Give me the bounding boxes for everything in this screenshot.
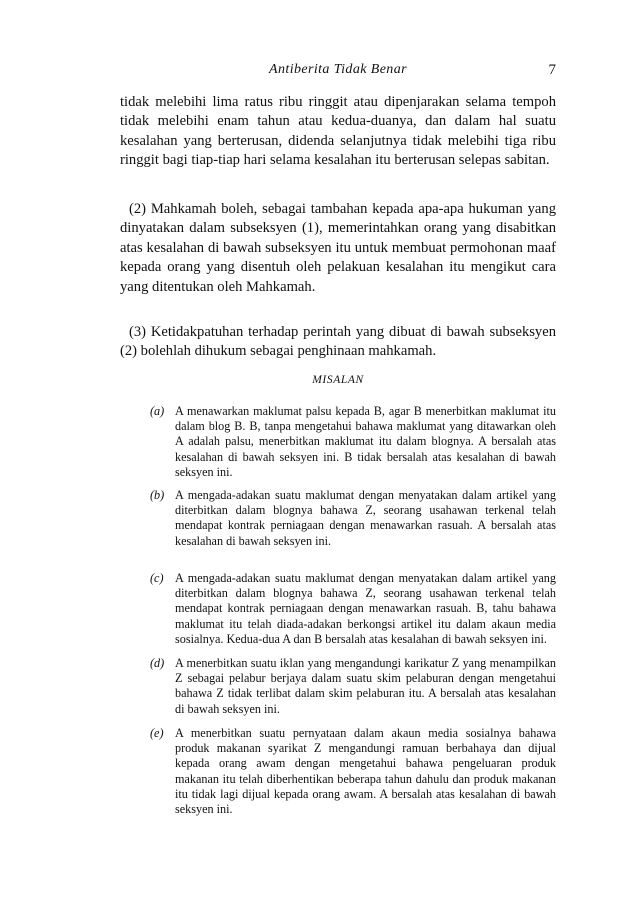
illustration-c (120, 571, 556, 647)
illustration-label: (b) (150, 488, 165, 502)
page-number: 7 (548, 62, 556, 78)
illustration-label: (a) (150, 404, 165, 418)
illustration-text: A menawarkan maklumat palsu kepada B, agar B menerbitkan maklumat itu dalam blog B. B, tanpa mengetahui bahawa maklumat yang ditawarkan oleh A adalah palsu, menerbitkan maklumat itu dalam blognya. A bersalah atas kesalahan di bawah seksyen ini. B tidak bersalah atas kesalahan di bawah seksyen ini. (175, 404, 556, 479)
paragraph-continuation: tidak melebihi lima ratus ribu ringgit atau dipenjarakan selama tempoh tidak melebihi enam tahun atau kedua-duanya, dan dalam hal suatu kesalahan yang berterusan, didenda selanjutnya tidak melebihi tiga ribu ringgit bagi tiap-tiap hari selama kesalahan itu berterusan selepas sabitan. (120, 94, 556, 169)
illustration-label: (c) (150, 571, 164, 585)
paragraph-subsection-3: (3) Ketidakpatuhan terhadap perintah yang dibuat di bawah subseksyen (2) bolehlah dihukum sebagai penghinaan mahkamah. (120, 324, 556, 360)
illustration-d (120, 656, 556, 717)
illustration-e (120, 726, 556, 817)
illustration-text: A mengada-adakan suatu maklumat dengan menyatakan dalam artikel yang diterbitkan dalam blognya bahawa Z, seorang usahawan terkenal telah mendapat kontrak perniagaan dengan menawarkan rasuah. A bersalah atas kesalahan di bawah seksyen ini. (175, 488, 556, 548)
illustration-text: A menerbitkan suatu iklan yang mengandungi karikatur Z yang menampilkan Z sebagai pelabur berjaya dalam suatu skim pelaburan dengan mengetahui bahawa Z tidak terlibat dalam skim pelaburan itu. A bersalah atas kesalahan di bawah seksyen ini. (175, 656, 556, 716)
page-header (120, 62, 556, 84)
illustration-label: (d) (150, 656, 165, 670)
illustration-a (120, 404, 556, 480)
illustration-text: A mengada-adakan suatu maklumat dengan menyatakan dalam artikel yang diterbitkan dalam blognya bahawa Z, seorang usahawan terkenal telah mendapat kontrak perniagaan dengan menawarkan rasuah. B, tahu bahawa maklumat itu telah diada-adakan berkongsi artikel itu dalam akaun media sosialnya. Kedua-dua A dan B bersalah atas kesalahan di bawah seksyen ini. (175, 571, 556, 646)
running-title: Antiberita Tidak Benar (269, 62, 407, 77)
illustrations-heading: MISALAN (312, 374, 364, 386)
paragraph-subsection-2: (2) Mahkamah boleh, sebagai tambahan kepada apa-apa hukuman yang dinyatakan dalam subseksyen (1), memerintahkan orang yang disabitkan atas kesalahan di bawah subseksyen itu untuk membuat permohonan maaf kepada orang yang disentuh oleh pelakuan kesalahan itu mengikut cara yang ditentukan oleh Mahkamah. (120, 201, 556, 295)
illustration-label: (e) (150, 726, 164, 740)
illustration-text: A menerbitkan suatu pernyataan dalam akaun media sosialnya bahawa produk makanan syarikat Z mengandungi ramuan berbahaya dan dijual kepada orang awam dengan mengetahui bahawa pengeluaran produk makanan itu telah diberhentikan beberapa tahun dahulu dan produk makanan itu tidak lagi dijual kepada orang awam. A bersalah atas kesalahan di bawah seksyen ini. (175, 726, 556, 817)
illustration-b (120, 488, 556, 549)
